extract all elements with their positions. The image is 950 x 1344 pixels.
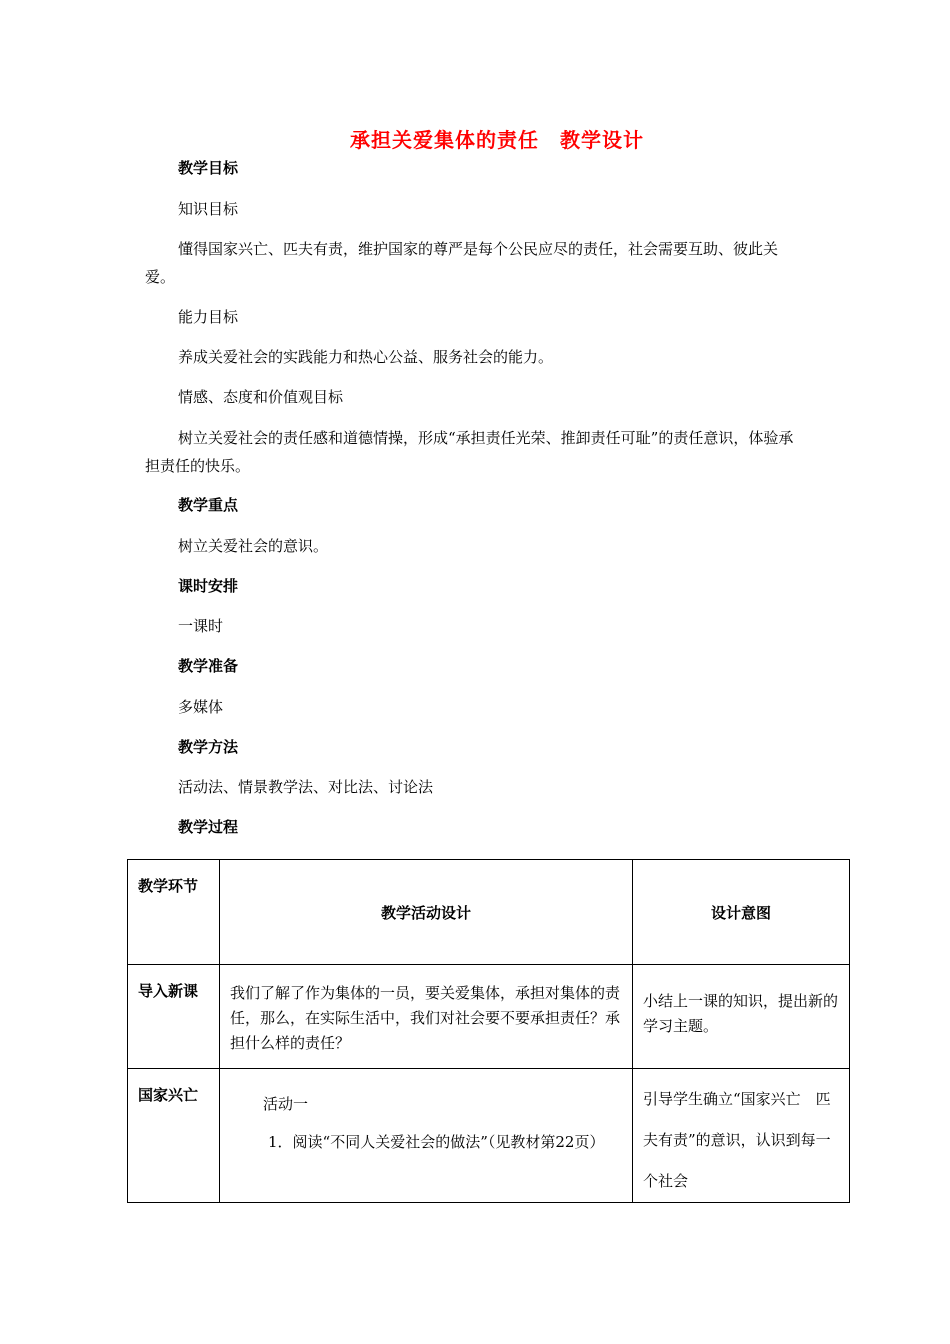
table-row: [128, 965, 850, 1069]
emotion-heading: 情感、态度和价值观目标: [178, 388, 344, 406]
activity-item: 1．阅读“不同人关爱社会的做法”（见教材第22页）: [268, 1133, 605, 1151]
ability-text: 养成关爱社会的实践能力和热心公益、服务社会的能力。: [178, 348, 554, 366]
header-intent: 设计意图: [633, 860, 850, 965]
schedule-heading: 课时安排: [178, 577, 239, 595]
goal-heading: 教学目标: [178, 159, 239, 177]
prep-text: 多媒体: [178, 698, 224, 716]
process-table: [127, 859, 850, 1203]
process-heading: 教学过程: [178, 818, 239, 836]
document-title: 承担关爱集体的责任 教学设计: [350, 128, 644, 152]
knowledge-text: 懂得国家兴亡、匹夫有责，维护国家的尊严是每个公民应尽的责任，社会需要互助、彼此关爱。: [145, 240, 779, 286]
header-stage: 教学环节: [128, 860, 220, 965]
row-stage: 导入新课: [128, 965, 220, 1069]
row-intent: 引导学生确立“国家兴亡 匹夫有责”的意识，认识到每一个社会: [633, 1069, 850, 1203]
focus-heading: 教学重点: [178, 496, 239, 514]
knowledge-heading: 知识目标: [178, 200, 239, 218]
row-stage: 国家兴亡: [128, 1069, 220, 1203]
header-activity: 教学活动设计: [220, 860, 633, 965]
table-header-row: [128, 860, 850, 965]
prep-heading: 教学准备: [178, 657, 239, 675]
table-row: [128, 1069, 850, 1203]
schedule-text: 一课时: [178, 617, 224, 635]
row-activity: [220, 1069, 633, 1203]
row-activity: 我们了解了作为集体的一员，要关爱集体，承担对集体的责任，那么，在实际生活中，我们对社会要不要承担责任？承担什么样的责任？: [220, 965, 633, 1069]
row-intent: 小结上一课的知识，提出新的学习主题。: [633, 965, 850, 1069]
emotion-text: 树立关爱社会的责任感和道德情操，形成“承担责任光荣、推卸责任可耻”的责任意识，体验承担责任的快乐。: [145, 429, 794, 475]
ability-heading: 能力目标: [178, 308, 239, 326]
activity-title: 活动一: [263, 1095, 309, 1113]
method-text: 活动法、情景教学法、对比法、讨论法: [178, 778, 434, 796]
focus-text: 树立关爱社会的意识。: [178, 537, 329, 555]
method-heading: 教学方法: [178, 738, 239, 756]
